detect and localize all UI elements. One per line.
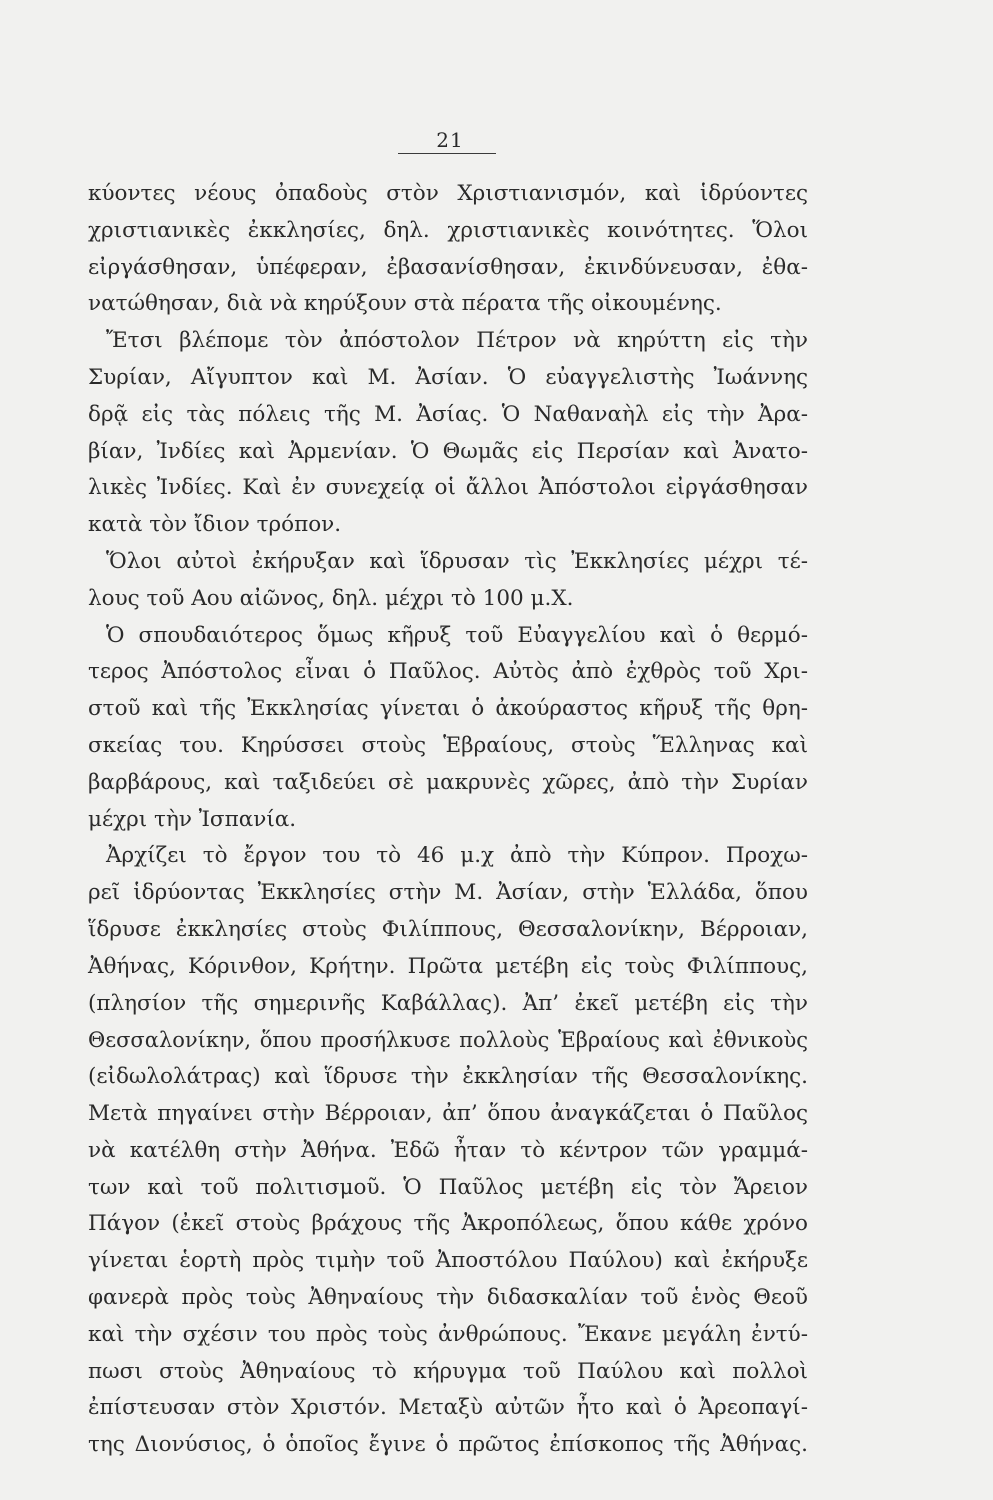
text-line: καὶ τὴν σχέσιν του πρὸς τοὺς ἀνθρώπους. Ἔκανε μεγάλη ἐντύ- <box>88 1321 808 1347</box>
text-line: χριστιανικὲς ἐκκλησίες, δηλ. χριστιανικὲς κοινότητες. Ὅλοι <box>88 217 808 243</box>
text-line: Θεσσαλονίκην, ὅπου προσήλκυσε πολλοὺς Ἑβραίους καὶ ἐθνικοὺς <box>88 1028 808 1053</box>
text-line: της Διονύσιος, ὁ ὁποῖος ἔγινε ὁ πρῶτος ἐπίσκοπος τῆς Ἀθήνας. <box>88 1432 808 1458</box>
text-line: βίαν, Ἰνδίες καὶ Ἀρμενίαν. Ὁ Θωμᾶς εἰς Περσίαν καὶ Ἀνατο- <box>88 438 808 464</box>
text-line: τερος Ἀπόστολος εἶναι ὁ Παῦλος. Αὐτὸς ἀπὸ ἐχθρὸς τοῦ Χρι- <box>88 659 808 685</box>
text-line: Ὁ σπουδαιότερος ὅμως κῆρυξ τοῦ Εὐαγγελίου καὶ ὁ θερμό- <box>106 622 808 648</box>
text-line: Ἔτσι βλέπομε τὸν ἀπόστολον Πέτρον νὰ κηρύττη εἰς τὴν <box>106 328 808 354</box>
text-line: Πάγον (ἐκεῖ στοὺς βράχους τῆς Ἀκροπόλεως, ὅπου κάθε χρόνο <box>88 1211 808 1237</box>
page-number: 21 <box>436 128 464 152</box>
text-line: μέχρι τὴν Ἰσπανία. <box>88 806 297 832</box>
text-line: πωσι στοὺς Ἀθηναίους τὸ κήρυγμα τοῦ Παύλου καὶ πολλοὶ <box>88 1358 808 1384</box>
text-line: λικὲς Ἰνδίες. Καὶ ἐν συνεχείᾳ οἱ ἄλλοι Ἀπόστολοι εἰργάσθησαν <box>88 475 808 501</box>
text-line: εἰργάσθησαν, ὑπέφεραν, ἐβασανίσθησαν, ἐκινδύνευσαν, ἐθα- <box>88 254 808 280</box>
text-line: ἐπίστευσαν στὸν Χριστόν. Μεταξὺ αὐτῶν ἦτο καὶ ὁ Ἀρεοπαγί- <box>88 1395 808 1421</box>
text-line: Ὅλοι αὐτοὶ ἐκήρυξαν καὶ ἵδρυσαν τὶς Ἐκκλησίες μέχρι τέ- <box>106 549 808 574</box>
text-line: νὰ κατέλθη στὴν Ἀθήνα. Ἐδῶ ἦταν τὸ κέντρον τῶν γραμμά- <box>88 1137 808 1163</box>
text-line: νατώθησαν, διὰ νὰ κηρύξουν στὰ πέρατα τῆς οἰκουμένης. <box>88 291 722 317</box>
text-line: (πλησίον τῆς σημερινῆς Καβάλλας). Ἀπ’ ἐκεῖ μετέβη εἰς τὴν <box>88 990 808 1016</box>
text-line: ἵδρυσε ἐκκλησίες στοὺς Φιλίππους, Θεσσαλονίκην, Βέρροιαν, <box>88 917 808 942</box>
text-line: κατὰ τὸν ἴδιον τρόπον. <box>88 512 342 538</box>
text-line: στοῦ καὶ τῆς Ἐκκλησίας γίνεται ὁ ἀκούραστος κῆρυξ τῆς θρη- <box>88 696 808 722</box>
text-line: Συρίαν, Αἴγυπτον καὶ Μ. Ἀσίαν. Ὁ εὐαγγελιστὴς Ἰωάννης <box>88 365 808 390</box>
text-line: κύοντες νέους ὀπαδοὺς στὸν Χριστιανισμόν, καὶ ἱδρύοντες <box>88 181 808 206</box>
text-line: φανερὰ πρὸς τοὺς Ἀθηναίους τὴν διδασκαλίαν τοῦ ἑνὸς Θεοῦ <box>88 1285 808 1310</box>
text-line: γίνεται ἑορτὴ πρὸς τιμὴν τοῦ Ἀποστόλου Παύλου) καὶ ἐκήρυξε <box>88 1248 808 1274</box>
text-line: Ἀθήνας, Κόρινθον, Κρήτην. Πρῶτα μετέβη εἰς τοὺς Φιλίππους, <box>88 953 808 979</box>
text-line: Μετὰ πηγαίνει στὴν Βέρροιαν, ἀπ’ ὅπου ἀναγκάζεται ὁ Παῦλος <box>88 1101 808 1126</box>
text-line: λους τοῦ Αου αἰῶνος, δηλ. μέχρι τὸ 100 μ.Χ. <box>88 585 574 611</box>
text-line: βαρβάρους, καὶ ταξιδεύει σὲ μακρυνὲς χῶρες, ἀπὸ τὴν Συρίαν <box>88 769 808 795</box>
text-line: δρᾷ εἰς τὰς πόλεις τῆς Μ. Ἀσίας. Ὁ Ναθαναὴλ εἰς τὴν Ἀρα- <box>88 401 808 427</box>
page-number-rule <box>398 153 496 154</box>
text-line: Ἀρχίζει τὸ ἔργον του τὸ 46 μ.χ ἀπὸ τὴν Κύπρον. Προχω- <box>106 843 808 869</box>
text-line: ρεῖ ἱδρύοντας Ἐκκλησίες στὴν Μ. Ἀσίαν, στὴν Ἑλλάδα, ὅπου <box>88 880 808 906</box>
text-line: σκείας του. Κηρύσσει στοὺς Ἑβραίους, στοὺς Ἕλληνας καὶ <box>88 733 808 758</box>
text-line: των καὶ τοῦ πολιτισμοῦ. Ὁ Παῦλος μετέβη εἰς τὸν Ἄρειον <box>88 1174 808 1200</box>
text-line: (εἰδωλολάτρας) καὶ ἵδρυσε τὴν ἐκκλησίαν τῆς Θεσσαλονίκης. <box>88 1064 808 1090</box>
